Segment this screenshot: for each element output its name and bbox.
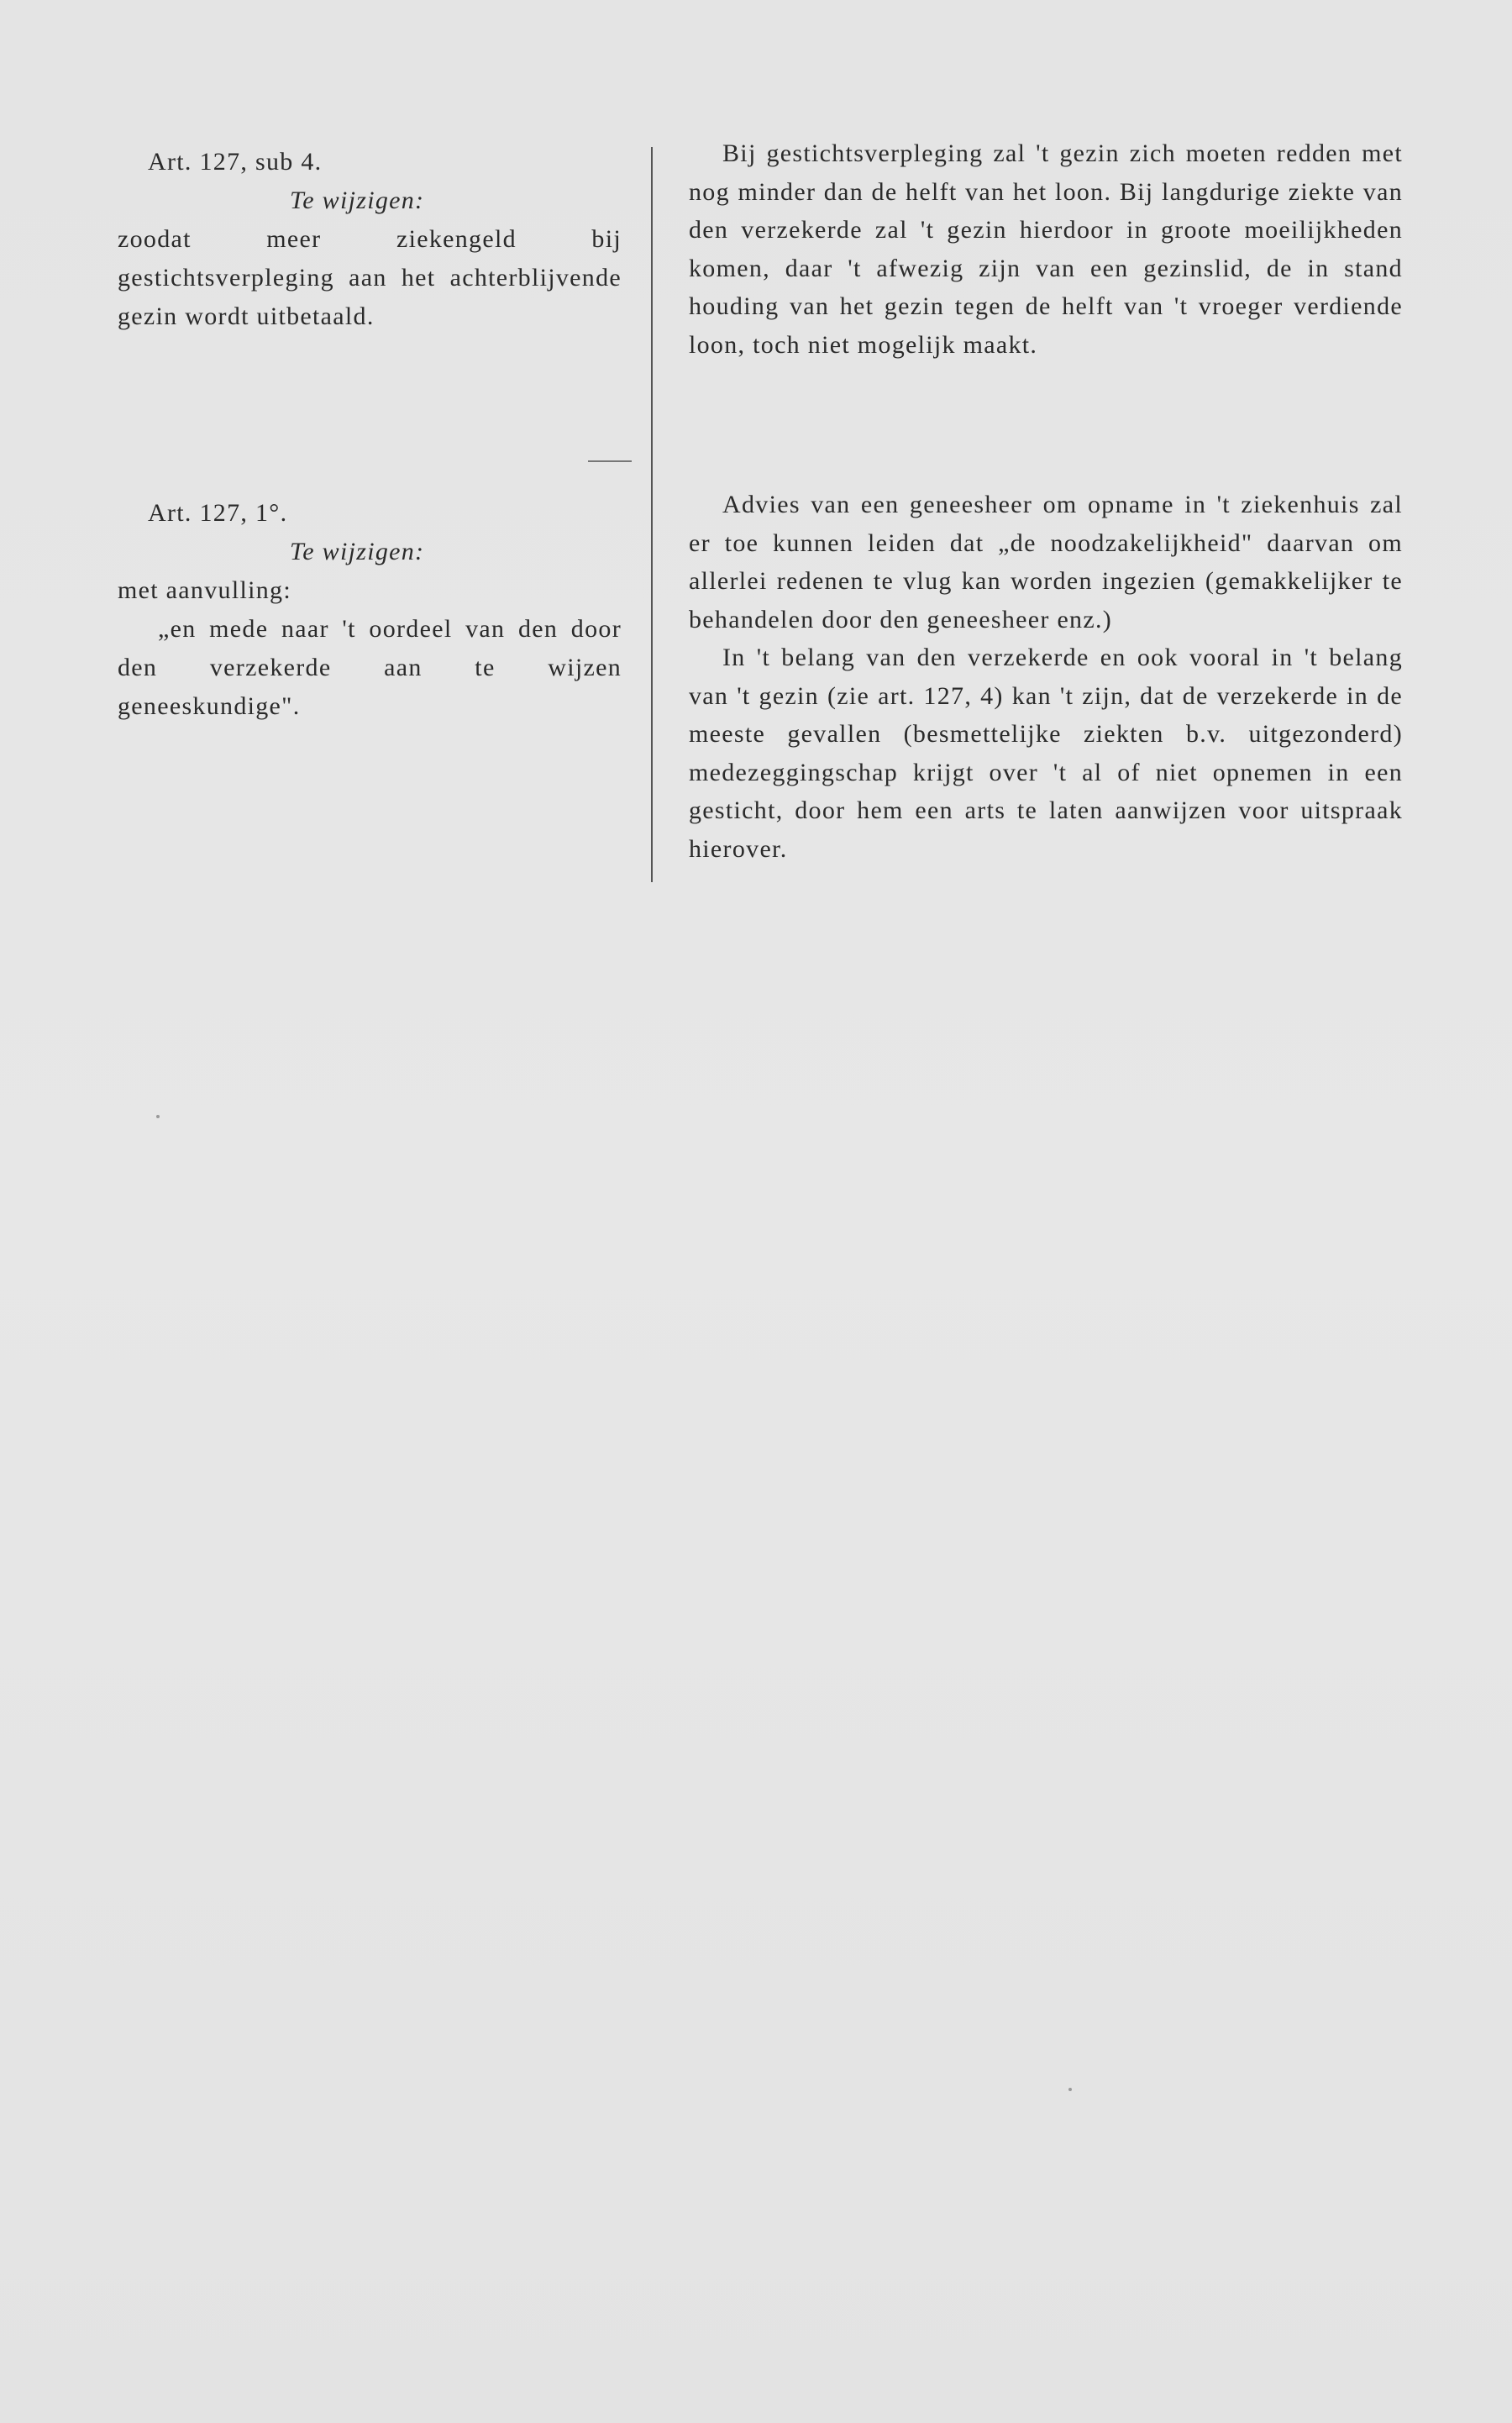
article-reference: Art. 127, 1°. <box>148 499 288 527</box>
amendment-intro: met aanvulling: <box>118 576 291 604</box>
left-block-1 <box>118 143 622 336</box>
column-divider <box>651 147 653 882</box>
amendment-heading: Te wijzigen: <box>290 538 425 565</box>
explanation-text: Bij gestichtsverpleging zal 't gezin zich moeten redden met nog minder dan de helft van het loon. Bij langdurige ziekte van den verzekerde zal 't gezin hierdoor in groote moeilijkheden komen, daar 't afwezig zijn van een gezinslid, de in stand houding van het gezin tegen de helft van 't vroeger verdiende loon, toch niet mogelijk maakt. <box>689 139 1403 359</box>
right-block-1 <box>689 134 1403 364</box>
amendment-text: zoodat meer ziekengeld bij gestichtsverpleging aan het achterblijvende gezin wordt uitbetaald. <box>118 225 622 330</box>
amendment-heading: Te wijzigen: <box>290 187 425 214</box>
scan-speck <box>1068 2088 1072 2091</box>
divider-tick-mark <box>588 460 632 462</box>
article-reference: Art. 127, sub 4. <box>148 148 323 176</box>
explanation-paragraph-2: In 't belang van den verzekerde en ook vooral in 't belang van 't gezin (zie art. 127, 4) kan 't zijn, dat de verzekerde in de meeste gevallen (besmettelijke ziekten b.v. uitgezonderd) medezeggingschap krijgt over 't al of niet opnemen in een gesticht, door hem een arts te laten aanwijzen voor uitspraak hierover. <box>689 644 1403 863</box>
left-block-2 <box>118 494 622 726</box>
explanation-paragraph-1: Advies van een geneesheer om opname in 't ziekenhuis zal er toe kunnen leiden dat „de noodzakelijkheid" daarvan om allerlei redenen te vlug kan worden ingezien (gemakkelijker te behandelen door den geneesheer enz.) <box>689 491 1403 633</box>
scan-speck <box>156 1115 160 1118</box>
right-block-2 <box>689 486 1403 868</box>
amendment-quote: „en mede naar 't oordeel van den door den verzekerde aan te wijzen geneeskundige". <box>118 615 622 720</box>
